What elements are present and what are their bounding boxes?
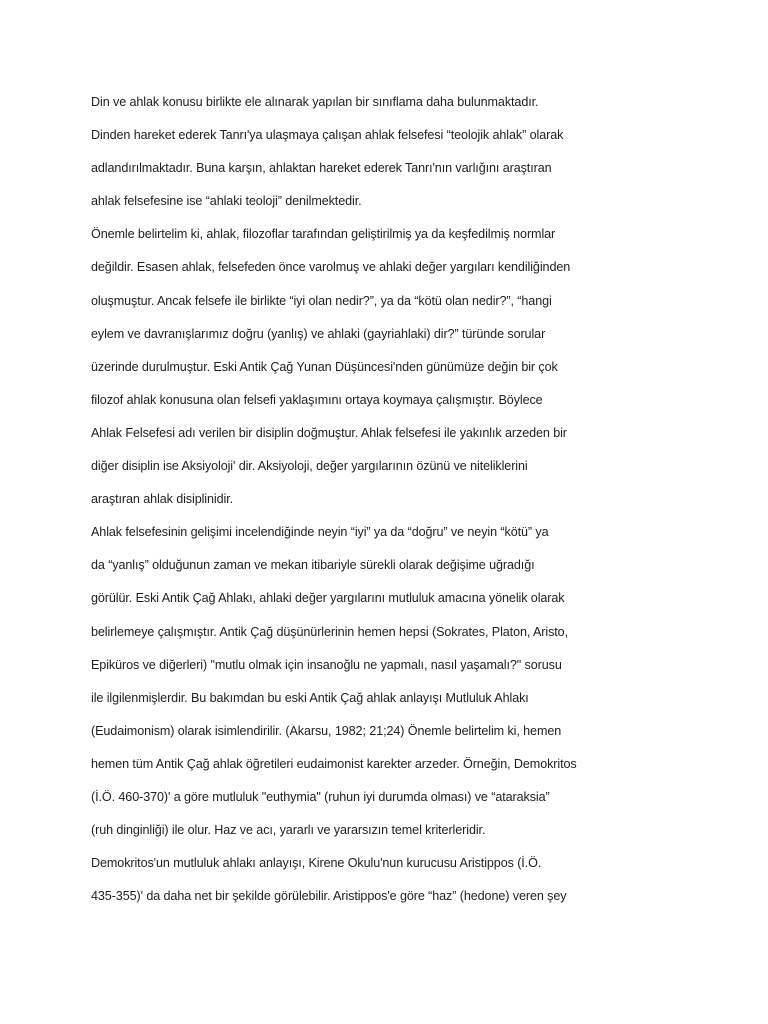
text-line: belirlemeye çalışmıştır. Antik Çağ düşünürlerinin hemen hepsi (Sokrates, Platon, Aristo,: [91, 624, 568, 639]
text-line: (ruh dinginliği) ile olur. Haz ve acı, yararlı ve yararsızın temel kriterleridir.: [91, 823, 486, 838]
text-line: Önemle belirtelim ki, ahlak, filozoflar tarafından geliştirilmiş ya da keşfedilmiş normlar: [91, 227, 556, 242]
text-line: filozof ahlak konusuna olan felsefi yaklaşımını ortaya koymaya çalışmıştır. Böylece: [91, 392, 543, 407]
text-line: (Eudaimonism) olarak isimlendirilir. (Akarsu, 1982; 21;24) Önemle belirtelim ki, hemen: [91, 723, 562, 738]
text-line: adlandırılmaktadır. Buna karşın, ahlaktan hareket ederek Tanrı'nın varlığını araştıran: [91, 161, 552, 176]
text-line: 435-355)' da daha net bir şekilde görülebilir. Aristippos'e göre “haz” (hedone) veren şey: [91, 889, 567, 904]
text-line: Dinden hareket ederek Tanrı'ya ulaşmaya çalışan ahlak felsefesi “teolojik ahlak” olarak: [91, 128, 564, 143]
text-line: diğer disiplin ise Aksiyoloji' dir. Aksiyoloji, değer yargılarının özünü ve niteliklerini: [91, 459, 528, 474]
text-line: araştıran ahlak disiplinidir.: [91, 492, 234, 507]
text-line: da “yanlış” olduğunun zaman ve mekan itibariyle sürekli olarak değişime uğradığı: [91, 558, 535, 573]
text-line: üzerinde durulmuştur. Eski Antik Çağ Yunan Düşüncesi'nden günümüze değin bir çok: [91, 359, 558, 374]
body-text: [91, 88, 611, 915]
text-line: Ahlak Felsefesi adı verilen bir disiplin doğmuştur. Ahlak felsefesi ile yakınlık arzeden bir: [91, 425, 567, 440]
text-line: görülür. Eski Antik Çağ Ahlakı, ahlaki değer yargılarını mutluluk amacına yönelik olarak: [91, 591, 565, 606]
text-line: ile ilgilenmişlerdir. Bu bakımdan bu eski Antik Çağ ahlak anlayışı Mutluluk Ahlakı: [91, 690, 529, 705]
text-line: hemen tüm Antik Çağ ahlak öğretileri eudaimonist karekter arzeder. Örneğin, Demokritos: [91, 756, 577, 771]
text-line: Demokritos'un mutluluk ahlakı anlayışı, Kirene Okulu'nun kurucusu Aristippos (İ.Ö.: [91, 856, 542, 871]
text-line: ahlak felsefesine ise “ahlaki teoloji” denilmektedir.: [91, 194, 362, 209]
text-line: Din ve ahlak konusu birlikte ele alınarak yapılan bir sınıflama daha bulunmaktadır.: [91, 95, 539, 109]
text-line: Epiküros ve diğerleri) "mutlu olmak için insanoğlu ne yapmalı, nasıl yaşamalı?" sorusu: [91, 657, 562, 672]
text-line: eylem ve davranışlarımız doğru (yanlış) ve ahlaki (gayriahlaki) dir?” türünde sorular: [91, 326, 546, 341]
text-line: oluşmuştur. Ancak felsefe ile birlikte “iyi olan nedir?”, ya da “kötü olan nedir?”, “hangi: [91, 293, 552, 308]
text-line: değildir. Esasen ahlak, felsefeden önce varolmuş ve ahlaki değer yargıları kendiliğinden: [91, 260, 571, 275]
text-line: Ahlak felsefesinin gelişimi incelendiğinde neyin “iyi” ya da “doğru” ve neyin “kötü” ya: [91, 525, 549, 540]
text-line: (İ.Ö. 460-370)' a göre mutluluk "euthymia" (ruhun iyi durumda olması) ve “ataraksia”: [91, 789, 550, 804]
